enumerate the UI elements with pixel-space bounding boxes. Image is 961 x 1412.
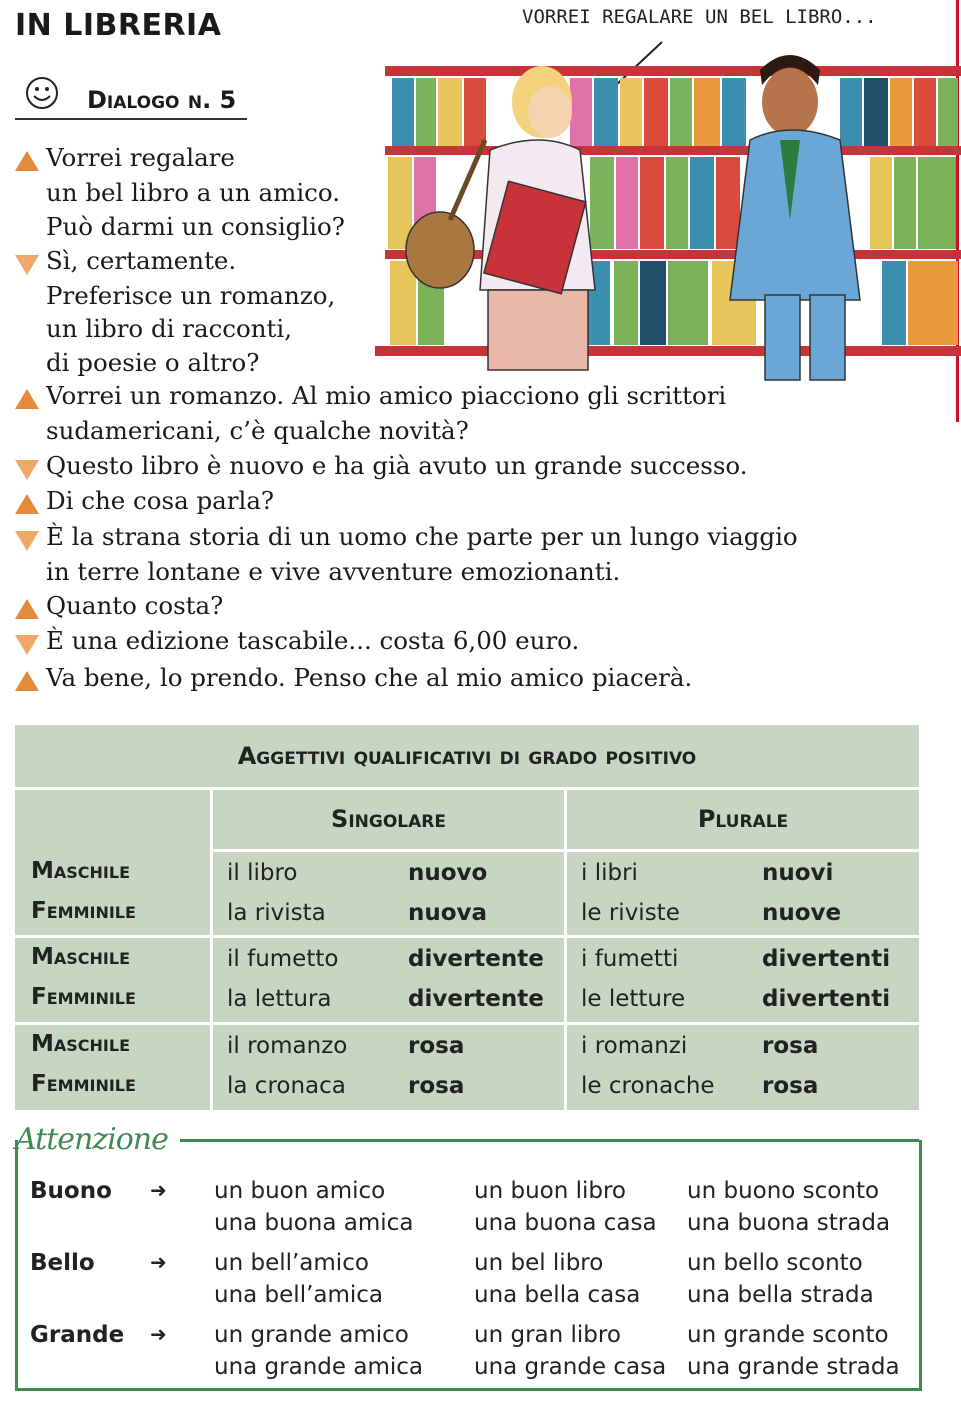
sing-noun: la lettura [227, 986, 332, 1012]
sing-adj: nuovo [408, 860, 488, 886]
arrow-right-icon: ➜ [150, 1250, 167, 1274]
sing-noun: la rivista [227, 900, 326, 926]
speaker-a-marker-icon [15, 151, 39, 171]
speaker-b-marker-icon [15, 460, 39, 480]
dialogue-line: di poesie o altro? [46, 348, 260, 377]
table-divider [564, 787, 567, 1110]
dialogue-number: Dialogo n. 5 [87, 86, 237, 114]
dialogue-line: È la strana storia di un uomo che parte per un lungo viaggio [46, 522, 798, 551]
attention-example: una bell’amica [214, 1282, 384, 1308]
attention-example: un grande amico [214, 1322, 409, 1348]
attention-example: una buona amica [214, 1210, 414, 1236]
dialogue-line: Va bene, lo prendo. Penso che al mio amico piacerà. [46, 663, 693, 692]
gender-label: Femminile [31, 1071, 136, 1097]
attention-word: Buono [30, 1178, 112, 1204]
plur-adj: divertenti [762, 986, 891, 1012]
plur-adj: rosa [762, 1033, 819, 1059]
attention-example: un bell’amico [214, 1250, 369, 1276]
dialogue-line: Quanto costa? [46, 591, 224, 620]
plur-adj: nuovi [762, 860, 834, 886]
arrow-right-icon: ➜ [150, 1178, 167, 1202]
attention-example: una grande casa [474, 1354, 667, 1380]
dialogue-line: in terre lontane e vive avventure emozionanti. [46, 557, 621, 586]
plur-noun: le cronache [581, 1073, 715, 1099]
table-divider [210, 787, 213, 1110]
sing-adj: rosa [408, 1073, 465, 1099]
attention-example: una buona casa [474, 1210, 657, 1236]
table-divider [15, 935, 919, 938]
attention-example: un grande sconto [687, 1322, 889, 1348]
attention-example: un buono sconto [687, 1178, 880, 1204]
dialogue-line: sudamericani, c’è qualche novità? [46, 416, 469, 445]
speaker-b-marker-icon [15, 255, 39, 275]
adjectives-table [15, 725, 919, 1110]
plur-adj: rosa [762, 1073, 819, 1099]
attention-example: una bella casa [474, 1282, 641, 1308]
gender-label: Maschile [31, 944, 131, 970]
speaker-b-marker-icon [15, 531, 39, 551]
table-divider [15, 787, 919, 790]
dialogue-line: Può darmi un consiglio? [46, 212, 345, 241]
attention-example: un gran libro [474, 1322, 621, 1348]
attention-word: Bello [30, 1250, 95, 1276]
attention-example: un buon amico [214, 1178, 386, 1204]
attention-word: Grande [30, 1322, 125, 1348]
attention-title: Attenzione [15, 1122, 168, 1157]
plur-noun: i libri [581, 860, 638, 886]
col-singolare: Singolare [331, 805, 446, 833]
sing-noun: il romanzo [227, 1033, 348, 1059]
plur-adj: nuove [762, 900, 842, 926]
attention-example: un buon libro [474, 1178, 627, 1204]
arrow-right-icon: ➜ [150, 1322, 167, 1346]
smiley-icon [25, 76, 59, 110]
sing-noun: il fumetto [227, 946, 339, 972]
gender-label: Maschile [31, 1031, 131, 1057]
bookshop-illustration [370, 40, 961, 425]
sing-adj: divertente [408, 946, 544, 972]
gender-label: Femminile [31, 984, 136, 1010]
gender-label: Maschile [31, 858, 131, 884]
speaker-a-marker-icon [15, 389, 39, 409]
speaker-a-marker-icon [15, 599, 39, 619]
dialogue-line: Preferisce un romanzo, [46, 281, 336, 310]
illustration-caption: VORREI REGALARE UN BEL LIBRO... [522, 6, 877, 28]
page-title: IN LIBRERIA [15, 8, 222, 43]
plur-adj: divertenti [762, 946, 891, 972]
attention-example: una grande amica [214, 1354, 423, 1380]
attention-example: un bello sconto [687, 1250, 863, 1276]
table-divider [15, 1022, 919, 1025]
dialogue-line: Vorrei regalare [46, 143, 235, 172]
dialogue-line: un libro di racconti, [46, 314, 293, 343]
plur-noun: i romanzi [581, 1033, 688, 1059]
speaker-b-marker-icon [15, 635, 39, 655]
attention-example: una bella strada [687, 1282, 874, 1308]
attention-example: una grande strada [687, 1354, 900, 1380]
table-title: Aggettivi qualificativi di grado positivo [237, 742, 697, 770]
dialogue-line: Vorrei un romanzo. Al mio amico piacciono gli scrittori [46, 381, 727, 410]
sing-adj: divertente [408, 986, 544, 1012]
dialogue-line: Sì, certamente. [46, 246, 237, 275]
attention-example: una buona strada [687, 1210, 891, 1236]
sing-noun: il libro [227, 860, 298, 886]
sing-adj: nuova [408, 900, 488, 926]
sing-adj: rosa [408, 1033, 465, 1059]
gender-label: Femminile [31, 898, 136, 924]
plur-noun: i fumetti [581, 946, 679, 972]
attention-example: un bel libro [474, 1250, 604, 1276]
plur-noun: le riviste [581, 900, 680, 926]
dialogue-header [15, 72, 247, 120]
dialogue-line: Di che cosa parla? [46, 486, 275, 515]
speaker-a-marker-icon [15, 494, 39, 514]
dialogue-line: Questo libro è nuovo e ha già avuto un grande successo. [46, 451, 748, 480]
col-plurale: Plurale [697, 805, 789, 833]
dialogue-line: un bel libro a un amico. [46, 178, 340, 207]
plur-noun: le letture [581, 986, 686, 1012]
sing-noun: la cronaca [227, 1073, 346, 1099]
speaker-a-marker-icon [15, 671, 39, 691]
dialogue-line: È una edizione tascabile... costa 6,00 euro. [46, 626, 580, 655]
